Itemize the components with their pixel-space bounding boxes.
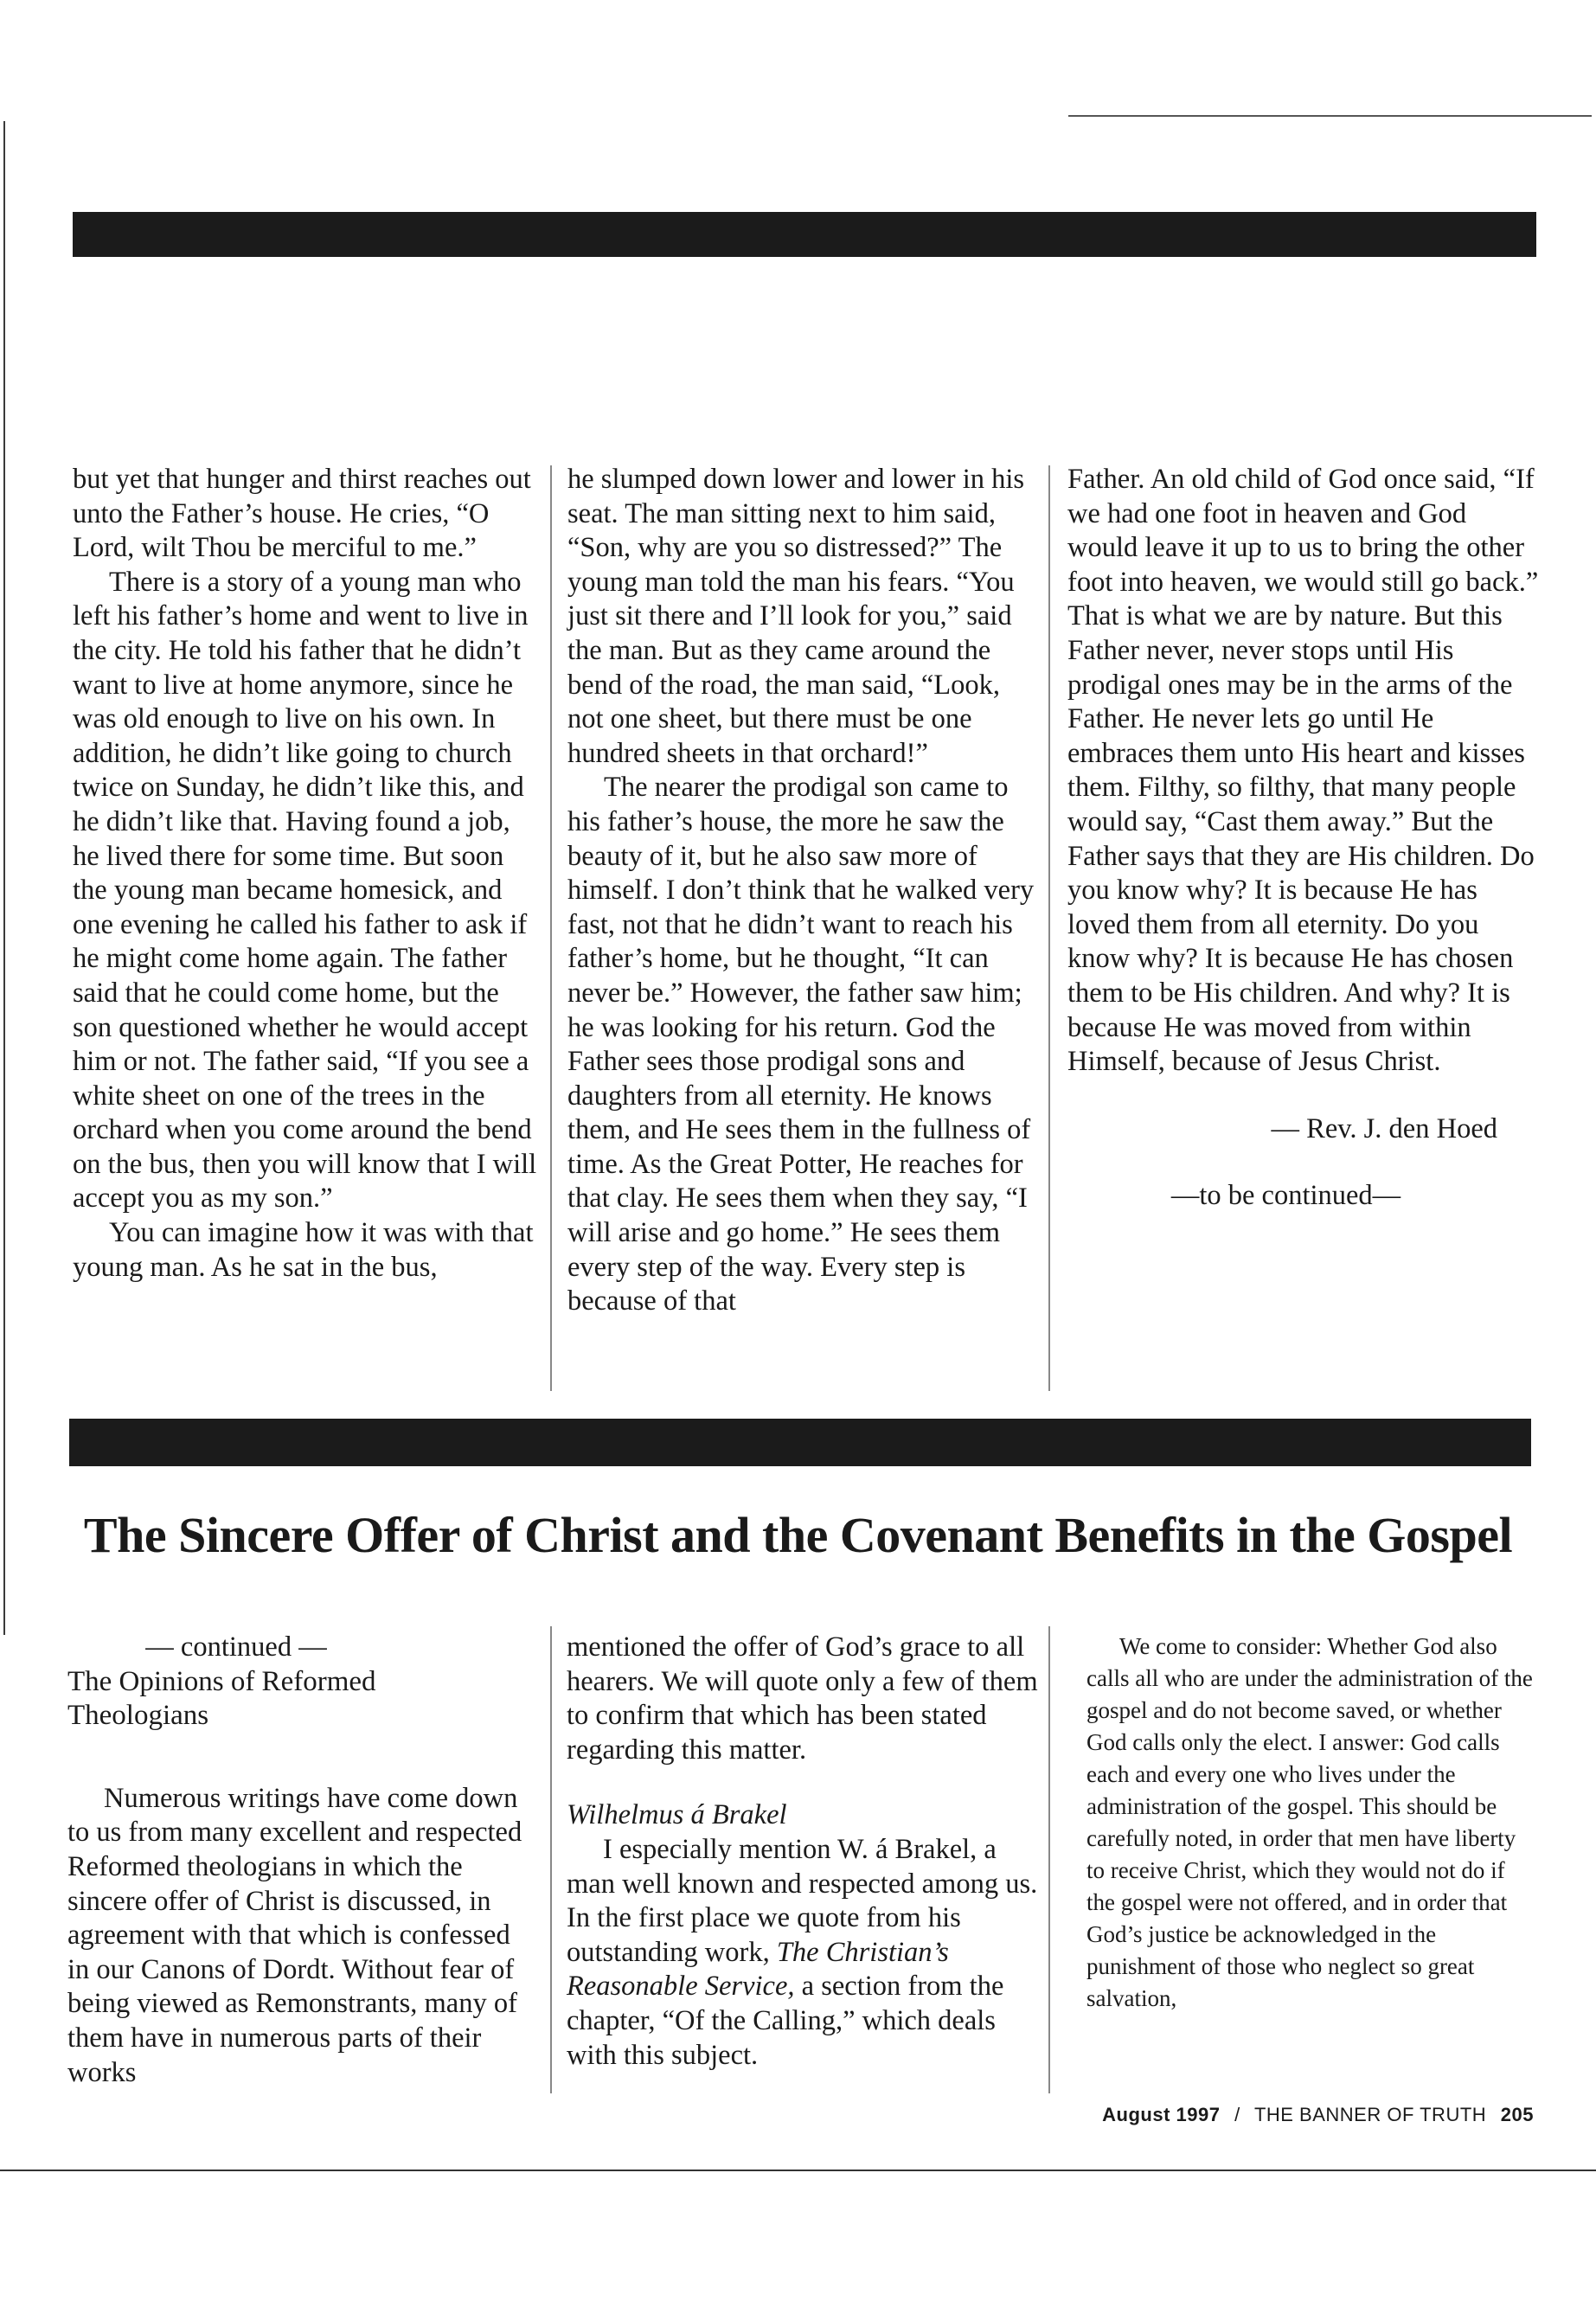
publication-name: THE BANNER OF TRUTH bbox=[1253, 2104, 1487, 2125]
article-title: The Sincere Offer of Christ and the Covenant Benefits in the Gospel bbox=[83, 1507, 1513, 1563]
to-be-continued: —to be continued— bbox=[1170, 1180, 1401, 1212]
bottom-rule bbox=[0, 2170, 1596, 2171]
page-footer bbox=[1102, 2104, 1534, 2126]
paragraph: There is a story of a young man who left his father’s home and went to live in the city. He told his father that he didn’t want to live at home anymore, since he was old enough to live on his own. In addition, he didn’t like going to church twice on Sunday, he didn’t like this, and he didn’t like that. Having found a job, he lived there for some time. But soon the young man became homesick, and one evening he called his father to ask if he might come home again. The father said that he could come home, but the son questioned whether he would accept him or not. The father said, “If you see a white sheet on one of the trees in the orchard when you come around the bend on the bus, then you will know that I will accept you as my son.” bbox=[73, 566, 537, 1215]
paragraph: but yet that hunger and thirst reaches out unto the Father’s house. He cries, “O Lord, wilt Thou be merciful to me.” bbox=[73, 464, 531, 564]
continued-label: — continued — bbox=[145, 1631, 327, 1663]
column-divider bbox=[550, 465, 552, 1391]
author-signature: — Rev. J. den Hoed bbox=[1271, 1112, 1497, 1144]
article-band bbox=[69, 1419, 1531, 1466]
text-run: I especially mention W. á Brakel, a man well known and respected among us. In the first place we quote from his outstanding work, bbox=[567, 1833, 1038, 1968]
column-divider bbox=[1048, 465, 1050, 1391]
page-number: 205 bbox=[1500, 2104, 1534, 2125]
paragraph bbox=[567, 1833, 1038, 2073]
book-title: The Christian’s Reasonable Service, bbox=[567, 1936, 949, 2003]
scan-edge bbox=[3, 121, 5, 1635]
top-column-2 bbox=[567, 463, 1035, 1319]
top-rule bbox=[1068, 115, 1592, 117]
subheading: Wilhelmus á Brakel bbox=[567, 1799, 787, 1831]
section-heading: The Opinions of Reformed Theologians bbox=[67, 1665, 376, 1732]
article-column-2 bbox=[567, 1631, 1038, 2073]
top-column-3 bbox=[1067, 463, 1539, 1214]
paragraph: Numerous writings have come down to us from many excellent and respected Reformed theologians in which the sincere offer of Christ is discussed, in agreement with that which is confessed in our Canons of Dordt. Without fear of being viewed as Remonstrants, many of them have in numerous parts of their works bbox=[67, 1782, 522, 2088]
article-column-1 bbox=[67, 1631, 535, 2090]
paragraph: Father. An old child of God once said, “If we had one foot in heaven and God would leave it up to us to bring the other foot into heaven, we would still go back.” That is what we are by nature. But this Father never, never stops until His prodigal ones may be in the arms of the Father. He never lets go until He embraces them unto His heart and kisses them. Filthy, so filthy, that many people would say, “Cast them away.” But the Father says that they are His children. Do you know why? It is because He has loved them from all eternity. Do you know why? It is because He has chosen them to be His children. And why? It is because He was moved from within Himself, because of Jesus Christ. bbox=[1067, 464, 1539, 1078]
article-column-3 bbox=[1086, 1631, 1536, 2015]
column-divider bbox=[550, 1626, 552, 2093]
footer-separator: / bbox=[1234, 2104, 1240, 2125]
text-run: a section from the chapter, “Of the Calling,” which deals with this subject. bbox=[567, 1971, 1004, 2071]
header-band bbox=[73, 212, 1536, 257]
issue-date: August 1997 bbox=[1102, 2104, 1221, 2125]
paragraph: You can imagine how it was with that young man. As he sat in the bus, bbox=[73, 1217, 534, 1283]
column-divider bbox=[1048, 1626, 1050, 2093]
paragraph: he slumped down lower and lower in his seat. The man sitting next to him said, “Son, why are you so distressed?” The young man told the man his fears. “You just sit there and I’ll look for you,” said the man. But as they came around the bend of the road, the man said, “Look, not one sheet, but there must be one hundred sheets in that orchard!” bbox=[567, 464, 1025, 769]
top-column-1 bbox=[73, 463, 540, 1285]
block-quote: We come to consider: Whether God also calls all who are under the administration of the gospel and do not become saved, or whether God calls only the elect. I answer: God calls each and every one who lives under the administration of the gospel. This should be carefully noted, in order that men have liberty to receive Christ, which they would not do if the gospel were not offered, and in order that God’s justice be acknowledged in the punishment of those who neglect so great salvation, bbox=[1086, 1633, 1533, 2011]
paragraph: The nearer the prodigal son came to his father’s house, the more he saw the beauty of it, but he also saw more of himself. I don’t think that he walked very fast, not that he didn’t want to reach his father’s home, but he thought, “It can never be.” However, the father saw him; he was looking for his return. God the Father sees those prodigal sons and daughters from all eternity. He knows them, and He sees them in the fullness of time. As the Great Potter, He reaches for that clay. He sees them when they say, “I will arise and go home.” He sees them every step of the way. Every step is because of that bbox=[567, 772, 1035, 1317]
paragraph: mentioned the offer of God’s grace to all hearers. We will quote only a few of them to confirm that which has been stated regarding this matter. bbox=[567, 1631, 1038, 1766]
